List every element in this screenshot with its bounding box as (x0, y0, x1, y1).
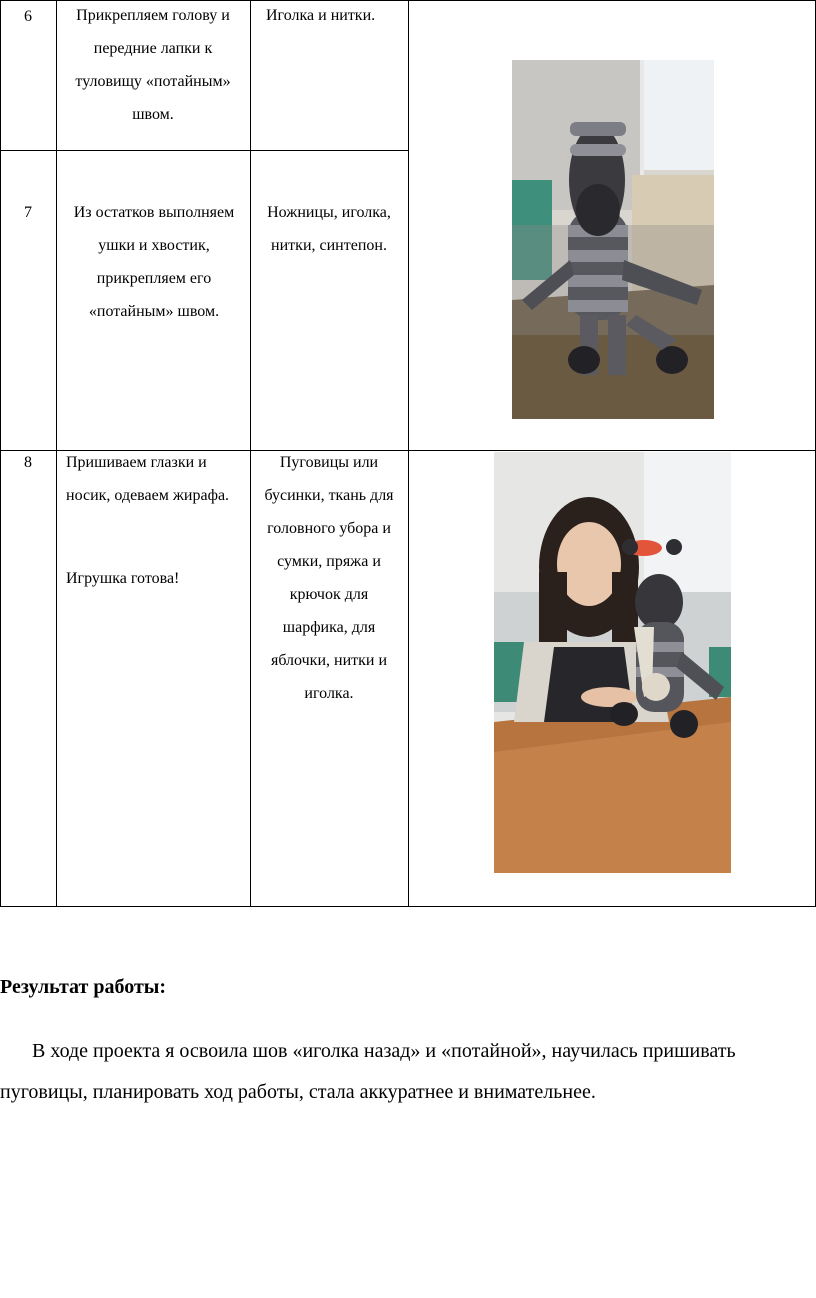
step-description: Прикрепляем голову и передние лапки к туловищу «потайным» швом. (75, 7, 231, 123)
sock-giraffe-photo (512, 60, 714, 419)
row-number: 7 (24, 204, 32, 221)
result-heading: Результат работы: (0, 976, 167, 998)
col-divider (250, 0, 251, 907)
tools-list: Ножницы, иголка, нитки, синтепон. (267, 204, 391, 254)
photo-image (494, 452, 731, 873)
row-divider (0, 150, 408, 151)
tools-list: Пуговицы или бусинки, ткань для головного убора и сумки, пряжа и крючок для шарфика, для яблочки, нитки и иголка. (264, 454, 394, 702)
col-divider (408, 0, 409, 907)
row-number: 8 (24, 454, 32, 471)
step-description: Из остатков выполняем ушки и хвостик, прикрепляем его «потайным» швом. (73, 204, 235, 320)
col-divider (56, 0, 57, 907)
tools-list: Иголка и нитки. (266, 7, 376, 24)
girl-with-toy-photo (494, 452, 731, 873)
step-note: Игрушка готова! (66, 570, 180, 587)
photo-image (512, 60, 714, 419)
step-description: Пришиваем глазки и носик, одеваем жирафа. (66, 454, 230, 504)
row-number: 6 (24, 8, 32, 25)
result-paragraph: В ходе проекта я освоила шов «иголка назад» и «потайной», научилась пришивать пуговицы, планировать ход работы, стала аккуратнее и внимательнее. (0, 1040, 736, 1103)
